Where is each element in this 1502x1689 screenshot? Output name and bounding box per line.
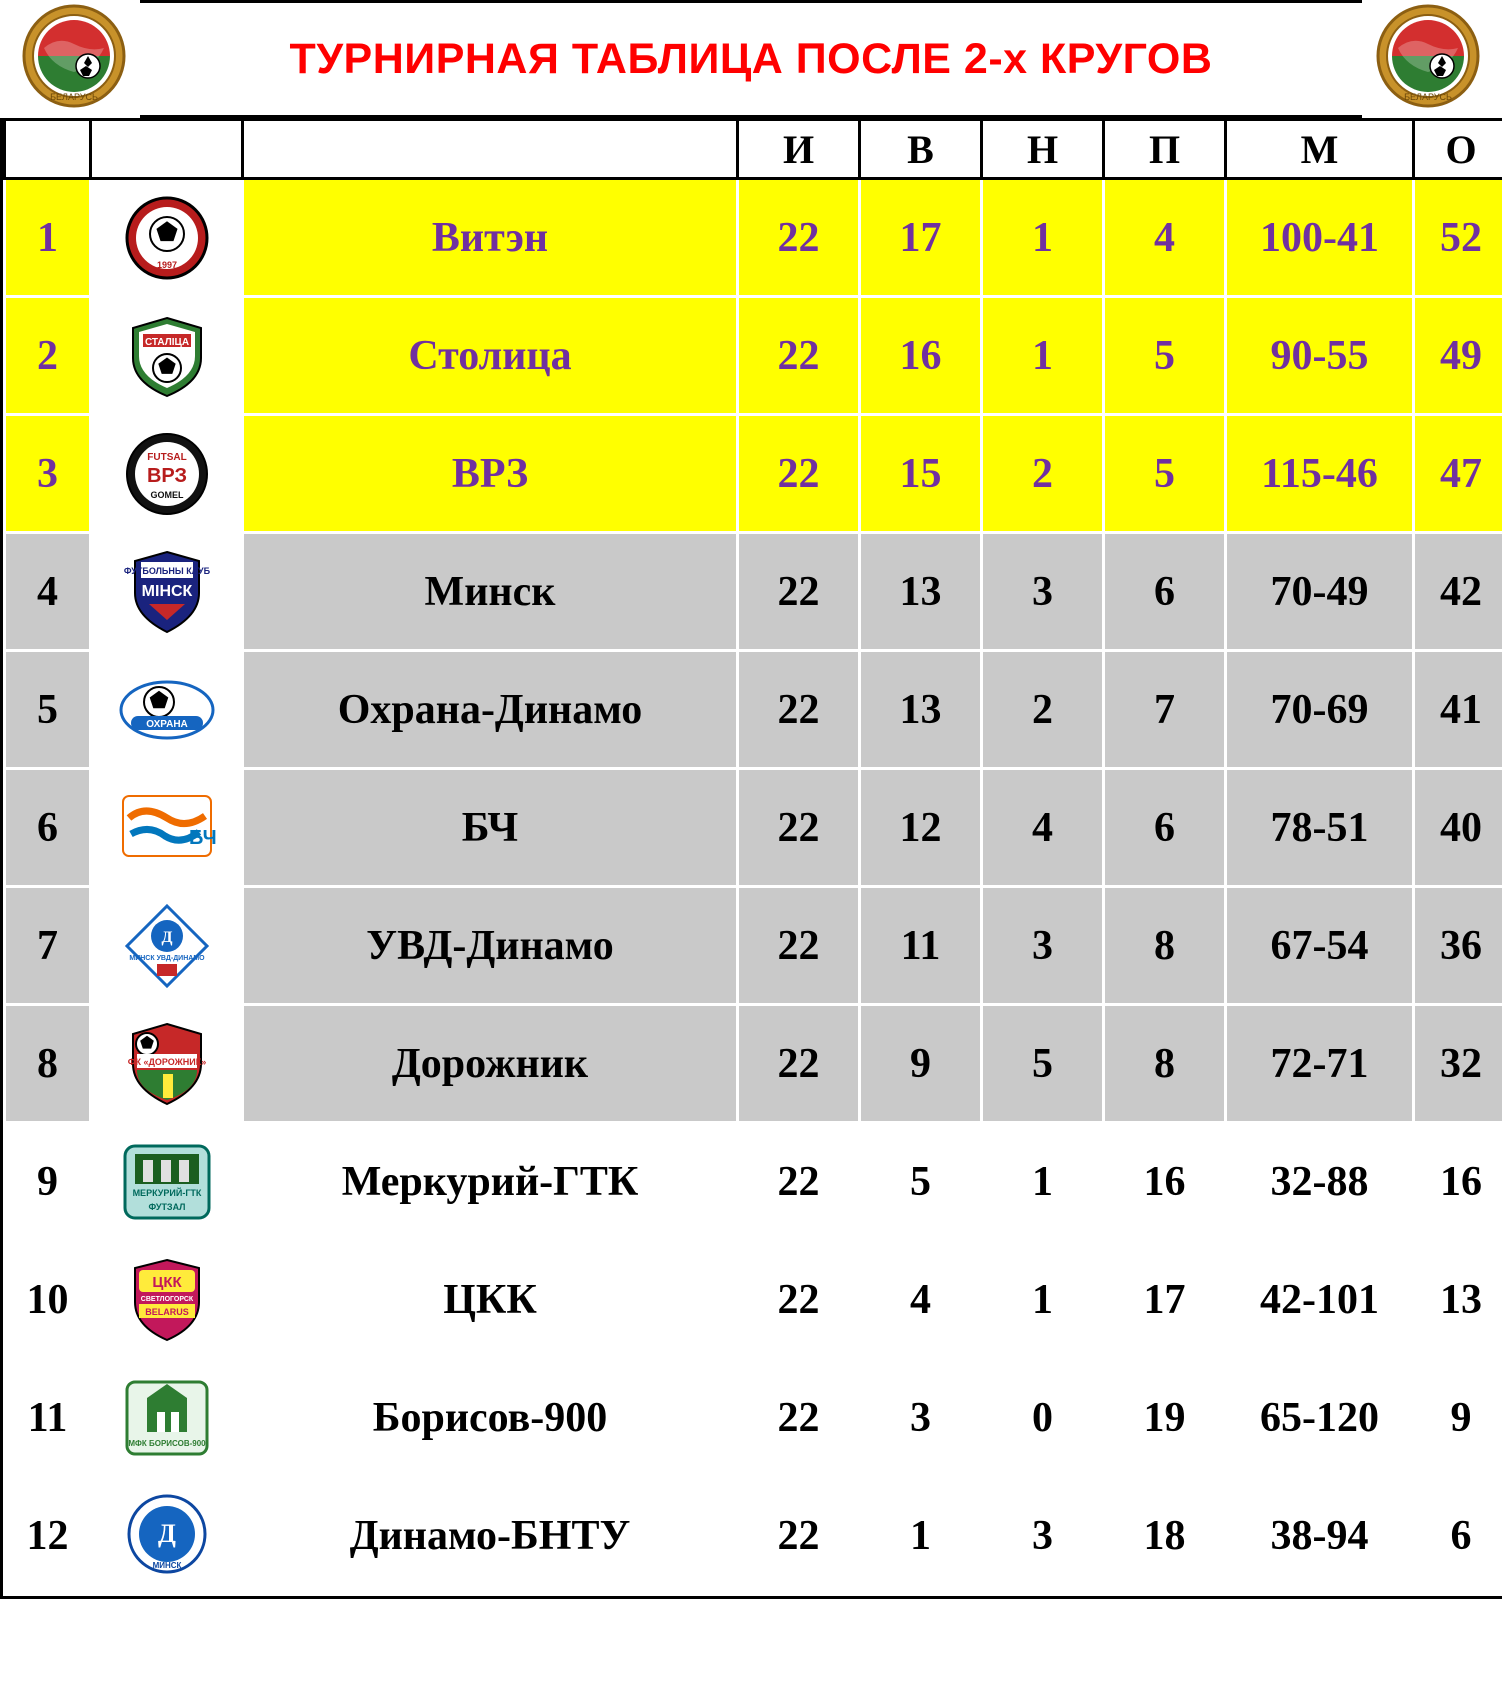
table-row bbox=[5, 887, 1502, 1005]
cell-points: 6 bbox=[1414, 1477, 1502, 1595]
cell-team: Дорожник bbox=[243, 1005, 738, 1123]
cell-played: 22 bbox=[738, 1005, 860, 1123]
vityen-logo-icon bbox=[102, 186, 232, 290]
cell-logo bbox=[91, 533, 243, 651]
cell-team: УВД-Динамо bbox=[243, 887, 738, 1005]
table-row bbox=[5, 1477, 1502, 1595]
cell-lost: 8 bbox=[1104, 1005, 1226, 1123]
cell-won: 3 bbox=[860, 1359, 982, 1477]
cell-played: 22 bbox=[738, 1359, 860, 1477]
cell-lost: 6 bbox=[1104, 769, 1226, 887]
cell-points: 16 bbox=[1414, 1123, 1502, 1241]
cell-goals: 72-71 bbox=[1226, 1005, 1414, 1123]
cell-goals: 78-51 bbox=[1226, 769, 1414, 887]
svg-text:СВЕТЛОГОРСК: СВЕТЛОГОРСК bbox=[140, 1295, 193, 1303]
cell-points: 42 bbox=[1414, 533, 1502, 651]
col-header-logo bbox=[91, 120, 243, 179]
uvd-dinamo-logo-icon bbox=[102, 894, 232, 998]
svg-text:1997: 1997 bbox=[156, 259, 177, 270]
col-header-rank bbox=[5, 120, 91, 179]
svg-text:БЕЛАРУСЬ: БЕЛАРУСЬ bbox=[1404, 92, 1452, 102]
cell-team: Динамо-БНТУ bbox=[243, 1477, 738, 1595]
page-title: ТУРНИРНАЯ ТАБЛИЦА ПОСЛЕ 2-х КРУГОВ bbox=[289, 34, 1213, 83]
cell-rank: 10 bbox=[5, 1241, 91, 1359]
cell-goals: 90-55 bbox=[1226, 297, 1414, 415]
cell-rank: 5 bbox=[5, 651, 91, 769]
cell-points: 9 bbox=[1414, 1359, 1502, 1477]
cell-lost: 7 bbox=[1104, 651, 1226, 769]
cell-points: 41 bbox=[1414, 651, 1502, 769]
svg-text:МИНСК УВД-ДИНАМО: МИНСК УВД-ДИНАМО bbox=[128, 954, 205, 962]
cell-won: 5 bbox=[860, 1123, 982, 1241]
table-row bbox=[5, 1241, 1502, 1359]
federation-emblem-icon bbox=[22, 4, 126, 108]
cell-goals: 67-54 bbox=[1226, 887, 1414, 1005]
cell-drawn: 3 bbox=[982, 533, 1104, 651]
svg-text:ЦКК: ЦКК bbox=[151, 1273, 182, 1291]
cell-logo bbox=[91, 1241, 243, 1359]
cell-won: 4 bbox=[860, 1241, 982, 1359]
cell-goals: 38-94 bbox=[1226, 1477, 1414, 1595]
cell-team: Охрана-Динамо bbox=[243, 651, 738, 769]
table-row bbox=[5, 1359, 1502, 1477]
cell-goals: 100-41 bbox=[1226, 179, 1414, 297]
cell-played: 22 bbox=[738, 651, 860, 769]
ohrana-dinamo-logo-icon bbox=[102, 658, 232, 762]
cell-goals: 42-101 bbox=[1226, 1241, 1414, 1359]
cell-points: 36 bbox=[1414, 887, 1502, 1005]
col-header-drawn: Н bbox=[982, 120, 1104, 179]
svg-text:ФК «ДОРОЖНИК»: ФК «ДОРОЖНИК» bbox=[127, 1056, 206, 1067]
svg-text:Д: Д bbox=[157, 1518, 176, 1548]
col-header-goals: М bbox=[1226, 120, 1414, 179]
cell-rank: 7 bbox=[5, 887, 91, 1005]
tskk-logo-icon bbox=[102, 1248, 232, 1352]
cell-logo bbox=[91, 769, 243, 887]
bch-logo-icon bbox=[102, 776, 232, 880]
cell-drawn: 1 bbox=[982, 1241, 1104, 1359]
cell-points: 32 bbox=[1414, 1005, 1502, 1123]
cell-rank: 2 bbox=[5, 297, 91, 415]
svg-text:Д: Д bbox=[160, 928, 173, 946]
svg-text:МЕРКУРИЙ-ГТК: МЕРКУРИЙ-ГТК bbox=[132, 1187, 201, 1198]
minsk-logo-icon bbox=[102, 540, 232, 644]
cell-rank: 8 bbox=[5, 1005, 91, 1123]
cell-rank: 1 bbox=[5, 179, 91, 297]
dinamo-bntu-logo-icon bbox=[102, 1484, 232, 1588]
table-row bbox=[5, 651, 1502, 769]
cell-points: 13 bbox=[1414, 1241, 1502, 1359]
cell-played: 22 bbox=[738, 1241, 860, 1359]
borisov-900-logo-icon bbox=[102, 1366, 232, 1470]
svg-text:МІНСК: МІНСК bbox=[141, 582, 192, 600]
cell-rank: 3 bbox=[5, 415, 91, 533]
svg-text:BELARUS: BELARUS bbox=[144, 1306, 189, 1317]
cell-goals: 65-120 bbox=[1226, 1359, 1414, 1477]
svg-text:СТАЛІЦА: СТАЛІЦА bbox=[144, 336, 189, 348]
cell-played: 22 bbox=[738, 1477, 860, 1595]
cell-lost: 4 bbox=[1104, 179, 1226, 297]
page-header bbox=[0, 0, 1502, 118]
cell-drawn: 4 bbox=[982, 769, 1104, 887]
cell-logo bbox=[91, 1123, 243, 1241]
vrz-logo-icon bbox=[102, 422, 232, 526]
col-header-lost: П bbox=[1104, 120, 1226, 179]
cell-team: Витэн bbox=[243, 179, 738, 297]
cell-won: 9 bbox=[860, 1005, 982, 1123]
table-row bbox=[5, 533, 1502, 651]
cell-team: ВРЗ bbox=[243, 415, 738, 533]
cell-drawn: 2 bbox=[982, 415, 1104, 533]
cell-logo bbox=[91, 415, 243, 533]
cell-rank: 11 bbox=[5, 1359, 91, 1477]
cell-drawn: 1 bbox=[982, 1123, 1104, 1241]
svg-text:ФУТБОЛЬНЫ КЛУБ: ФУТБОЛЬНЫ КЛУБ bbox=[123, 565, 210, 576]
svg-text:ОХРАНА: ОХРАНА bbox=[145, 718, 188, 730]
cell-won: 13 bbox=[860, 651, 982, 769]
cell-points: 40 bbox=[1414, 769, 1502, 887]
standings-table bbox=[3, 118, 1502, 1596]
merkuriy-gtk-logo-icon bbox=[102, 1130, 232, 1234]
cell-team: ЦКК bbox=[243, 1241, 738, 1359]
cell-lost: 17 bbox=[1104, 1241, 1226, 1359]
cell-won: 1 bbox=[860, 1477, 982, 1595]
standings-body bbox=[5, 179, 1502, 1595]
standings-table-wrap bbox=[0, 118, 1502, 1599]
table-row bbox=[5, 415, 1502, 533]
cell-lost: 16 bbox=[1104, 1123, 1226, 1241]
cell-lost: 18 bbox=[1104, 1477, 1226, 1595]
cell-won: 17 bbox=[860, 179, 982, 297]
cell-lost: 5 bbox=[1104, 297, 1226, 415]
dorozhnik-logo-icon bbox=[102, 1012, 232, 1116]
cell-played: 22 bbox=[738, 887, 860, 1005]
cell-points: 49 bbox=[1414, 297, 1502, 415]
cell-logo bbox=[91, 179, 243, 297]
cell-played: 22 bbox=[738, 1123, 860, 1241]
cell-rank: 6 bbox=[5, 769, 91, 887]
cell-logo bbox=[91, 1477, 243, 1595]
cell-played: 22 bbox=[738, 415, 860, 533]
cell-team: Меркурий-ГТК bbox=[243, 1123, 738, 1241]
cell-played: 22 bbox=[738, 769, 860, 887]
svg-text:БЧ: БЧ bbox=[188, 826, 217, 849]
svg-text:FUTSAL: FUTSAL bbox=[146, 451, 187, 463]
cell-lost: 19 bbox=[1104, 1359, 1226, 1477]
col-header-points: О bbox=[1414, 120, 1502, 179]
table-row bbox=[5, 297, 1502, 415]
cell-drawn: 3 bbox=[982, 887, 1104, 1005]
cell-won: 15 bbox=[860, 415, 982, 533]
svg-text:GOMEL: GOMEL bbox=[150, 489, 183, 500]
cell-drawn: 1 bbox=[982, 297, 1104, 415]
cell-team: БЧ bbox=[243, 769, 738, 887]
cell-points: 52 bbox=[1414, 179, 1502, 297]
table-row bbox=[5, 769, 1502, 887]
cell-logo bbox=[91, 1005, 243, 1123]
page-title-frame bbox=[140, 0, 1362, 118]
cell-goals: 32-88 bbox=[1226, 1123, 1414, 1241]
col-header-team bbox=[243, 120, 738, 179]
cell-team: Минск bbox=[243, 533, 738, 651]
cell-logo bbox=[91, 887, 243, 1005]
cell-won: 11 bbox=[860, 887, 982, 1005]
cell-points: 47 bbox=[1414, 415, 1502, 533]
cell-rank: 4 bbox=[5, 533, 91, 651]
svg-text:МИНСК: МИНСК bbox=[152, 1560, 181, 1570]
cell-rank: 9 bbox=[5, 1123, 91, 1241]
svg-text:МФК БОРИСОВ-900: МФК БОРИСОВ-900 bbox=[127, 1438, 206, 1448]
svg-text:ВРЗ: ВРЗ bbox=[146, 464, 187, 487]
cell-won: 16 bbox=[860, 297, 982, 415]
cell-logo bbox=[91, 651, 243, 769]
cell-played: 22 bbox=[738, 179, 860, 297]
cell-team: Столица bbox=[243, 297, 738, 415]
cell-goals: 70-69 bbox=[1226, 651, 1414, 769]
cell-drawn: 2 bbox=[982, 651, 1104, 769]
table-row bbox=[5, 179, 1502, 297]
cell-played: 22 bbox=[738, 297, 860, 415]
cell-rank: 12 bbox=[5, 1477, 91, 1595]
cell-drawn: 0 bbox=[982, 1359, 1104, 1477]
col-header-played: И bbox=[738, 120, 860, 179]
cell-drawn: 1 bbox=[982, 179, 1104, 297]
cell-logo bbox=[91, 297, 243, 415]
cell-won: 12 bbox=[860, 769, 982, 887]
cell-goals: 115-46 bbox=[1226, 415, 1414, 533]
stolitsa-logo-icon bbox=[102, 304, 232, 408]
cell-lost: 5 bbox=[1104, 415, 1226, 533]
cell-goals: 70-49 bbox=[1226, 533, 1414, 651]
table-row bbox=[5, 1123, 1502, 1241]
cell-drawn: 3 bbox=[982, 1477, 1104, 1595]
cell-team: Борисов-900 bbox=[243, 1359, 738, 1477]
cell-played: 22 bbox=[738, 533, 860, 651]
cell-won: 13 bbox=[860, 533, 982, 651]
svg-text:БЕЛАРУСЬ: БЕЛАРУСЬ bbox=[50, 92, 98, 102]
cell-logo bbox=[91, 1359, 243, 1477]
cell-lost: 8 bbox=[1104, 887, 1226, 1005]
svg-text:ФУТЗАЛ: ФУТЗАЛ bbox=[148, 1201, 185, 1212]
cell-lost: 6 bbox=[1104, 533, 1226, 651]
col-header-won: В bbox=[860, 120, 982, 179]
cell-drawn: 5 bbox=[982, 1005, 1104, 1123]
federation-emblem-icon-right bbox=[1376, 4, 1480, 108]
table-header-row bbox=[5, 120, 1502, 179]
table-row bbox=[5, 1005, 1502, 1123]
